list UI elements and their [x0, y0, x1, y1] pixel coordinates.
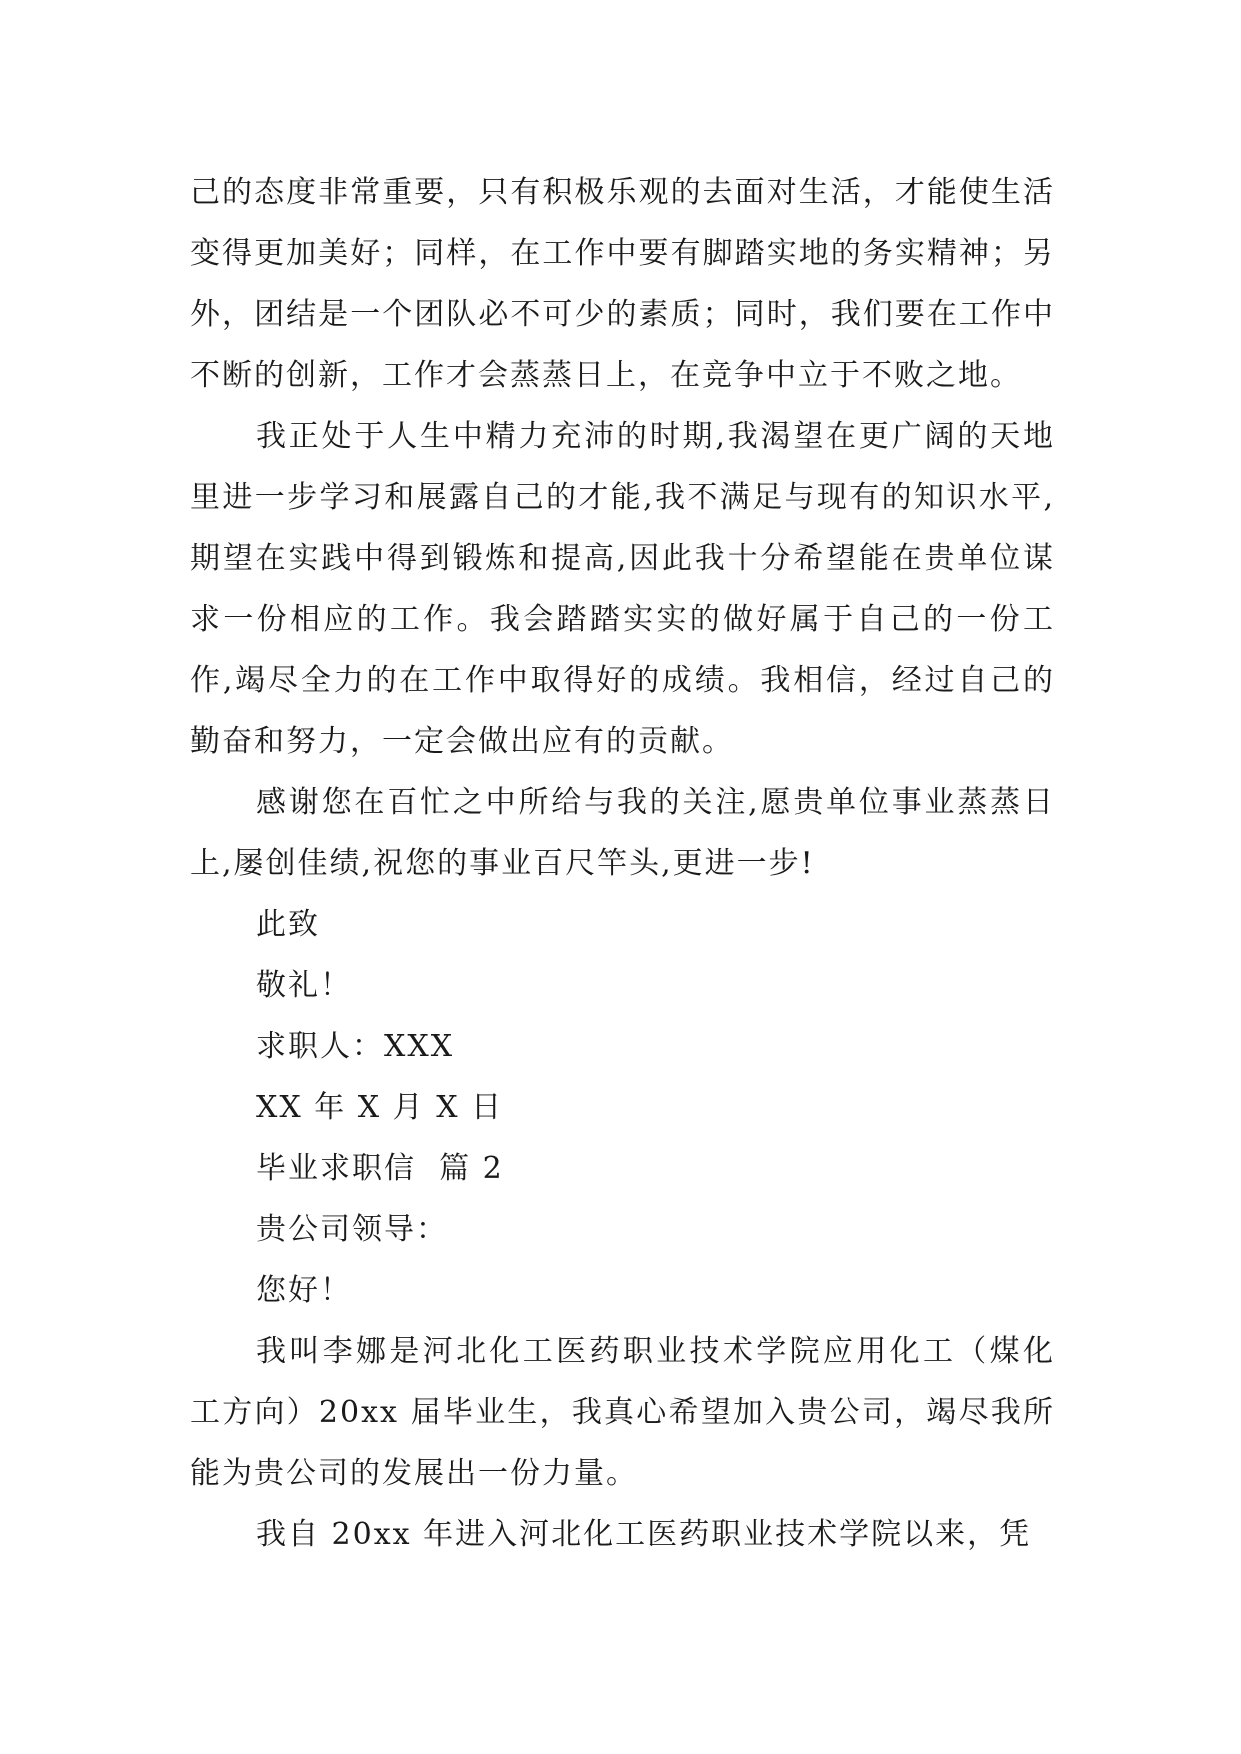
closing-salutation: 此致 — [256, 907, 320, 942]
paragraph-aspiration: 我正处于人生中精力充沛的时期,我渴望在更广阔的天地里进一步学习和展露自己的才能,我不满足与现有的知识水平,期望在实践中得到锻炼和提高,因此我十分希望能在贵单位谋求一份相应的工作。我会踏踏实实的做好属于自己的一份工作,竭尽全力的在工作中取得好的成绩。我相信，经过自己的勤奋和努力，一定会做出应有的贡献。 — [190, 419, 1055, 759]
paragraph-attitude: 己的态度非常重要，只有积极乐观的去面对生活，才能使生活变得更加美好；同样，在工作中要有脚踏实地的务实精神；另外，团结是一个团队必不可少的素质；同时，我们要在工作中不断的创新，工作才会蒸蒸日上，在竞争中立于不败之地。 — [190, 175, 1055, 393]
closing-regards: 敬礼！ — [256, 968, 352, 1003]
document-body — [190, 162, 1055, 1565]
letter-greeting: 您好！ — [256, 1273, 352, 1308]
applicant-signature: 求职人：XXX — [256, 1029, 455, 1064]
paragraph-education: 我自 20xx 年进入河北化工医药职业技术学院以来，凭 — [256, 1517, 1032, 1552]
paragraph-introduction: 我叫李娜是河北化工医药职业技术学院应用化工（煤化工方向）20xx 届毕业生，我真心希望加入贵公司，竭尽我所能为贵公司的发展出一份力量。 — [190, 1334, 1055, 1491]
letter-date: XX 年 X 月 X 日 — [256, 1090, 504, 1125]
paragraph-thanks: 感谢您在百忙之中所给与我的关注,愿贵单位事业蒸蒸日上,屡创佳绩,祝您的事业百尺竿头,更进一步! — [190, 785, 1055, 881]
letter-addressee: 贵公司领导： — [256, 1212, 448, 1247]
section-title: 毕业求职信 篇 2 — [256, 1151, 504, 1186]
